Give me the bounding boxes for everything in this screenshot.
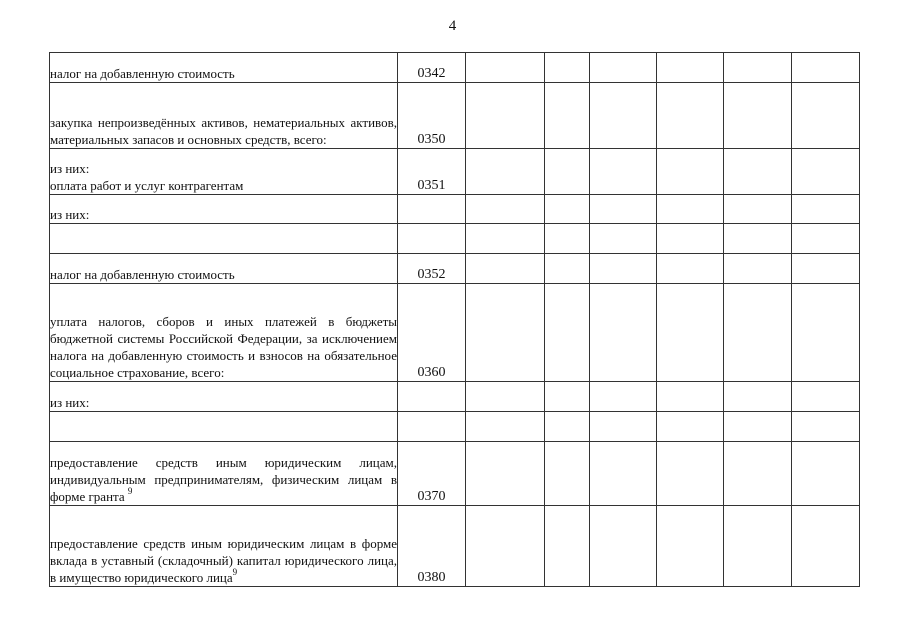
value-cell — [590, 83, 657, 149]
value-cell — [545, 224, 590, 254]
value-cell — [466, 53, 545, 83]
row-code — [398, 412, 466, 442]
value-cell — [545, 506, 590, 587]
table-row — [50, 442, 860, 506]
value-cell — [590, 382, 657, 412]
value-cell — [792, 442, 860, 506]
value-cell — [590, 53, 657, 83]
value-cell — [466, 254, 545, 284]
value-cell — [724, 284, 792, 382]
description-line: из них: — [50, 395, 90, 410]
value-cell — [792, 224, 860, 254]
value-cell — [466, 224, 545, 254]
row-code — [398, 382, 466, 412]
value-cell — [545, 195, 590, 224]
page-number: 4 — [448, 18, 457, 34]
row-description — [50, 284, 398, 382]
row-code — [398, 195, 466, 224]
value-cell — [724, 53, 792, 83]
value-cell — [657, 149, 724, 195]
row-description — [50, 442, 398, 506]
value-cell — [545, 284, 590, 382]
value-cell — [466, 442, 545, 506]
value-cell — [466, 149, 545, 195]
value-cell — [590, 195, 657, 224]
value-cell — [545, 254, 590, 284]
value-cell — [657, 284, 724, 382]
table-row — [50, 53, 860, 83]
value-cell — [466, 382, 545, 412]
value-cell — [466, 195, 545, 224]
value-cell — [724, 506, 792, 587]
row-code: 0342 — [398, 53, 466, 83]
description-line: из них: — [50, 207, 90, 222]
value-cell — [724, 442, 792, 506]
value-cell — [466, 83, 545, 149]
value-cell — [545, 412, 590, 442]
value-cell — [724, 224, 792, 254]
value-cell — [792, 53, 860, 83]
row-code: 0350 — [398, 83, 466, 149]
description-line: уплата налогов, сборов и иных платежей в бюджеты бюджетной системы Российской Федерации, за исключением налога на добавленную стоимость и взносов на обязательное социальное страхование, всего: — [50, 314, 397, 380]
value-cell — [657, 254, 724, 284]
table-row — [50, 254, 860, 284]
value-cell — [590, 442, 657, 506]
value-cell — [590, 284, 657, 382]
value-cell — [792, 254, 860, 284]
row-description — [50, 195, 398, 224]
description-line: оплата работ и услуг контрагентам — [50, 178, 244, 193]
value-cell — [466, 284, 545, 382]
row-code — [398, 224, 466, 254]
value-cell — [792, 284, 860, 382]
table-row — [50, 195, 860, 224]
report-table — [49, 52, 860, 587]
value-cell — [657, 506, 724, 587]
value-cell — [724, 83, 792, 149]
row-description — [50, 382, 398, 412]
value-cell — [545, 382, 590, 412]
table-row — [50, 506, 860, 587]
value-cell — [466, 506, 545, 587]
value-cell — [590, 224, 657, 254]
table-row — [50, 382, 860, 412]
footnote-mark: 9 — [232, 566, 238, 577]
table-row — [50, 412, 860, 442]
description-line: закупка непроизведённых активов, нематериальных активов, материальных запасов и основных средств, всего: — [50, 115, 397, 147]
table-row — [50, 83, 860, 149]
description-line: предоставление средств иным юридическим лицам, индивидуальным предпринимателям, физическим лицам в форме гранта — [50, 455, 397, 504]
value-cell — [792, 195, 860, 224]
description-line: из них: — [50, 161, 90, 176]
row-description — [50, 83, 398, 149]
value-cell — [724, 254, 792, 284]
value-cell — [792, 506, 860, 587]
value-cell — [466, 412, 545, 442]
value-cell — [657, 442, 724, 506]
row-code: 0352 — [398, 254, 466, 284]
value-cell — [724, 149, 792, 195]
value-cell — [657, 412, 724, 442]
value-cell — [545, 83, 590, 149]
value-cell — [792, 412, 860, 442]
row-description — [50, 506, 398, 587]
value-cell — [545, 149, 590, 195]
value-cell — [724, 195, 792, 224]
table-row — [50, 284, 860, 382]
value-cell — [545, 442, 590, 506]
row-description — [50, 224, 398, 254]
value-cell — [590, 412, 657, 442]
value-cell — [590, 149, 657, 195]
row-code: 0370 — [398, 442, 466, 506]
value-cell — [792, 83, 860, 149]
row-description — [50, 412, 398, 442]
value-cell — [657, 382, 724, 412]
table-row — [50, 149, 860, 195]
value-cell — [724, 412, 792, 442]
row-code: 0351 — [398, 149, 466, 195]
value-cell — [792, 149, 860, 195]
row-description — [50, 254, 398, 284]
value-cell — [590, 506, 657, 587]
value-cell — [657, 195, 724, 224]
row-code: 0380 — [398, 506, 466, 587]
value-cell — [657, 224, 724, 254]
row-description — [50, 53, 398, 83]
value-cell — [590, 254, 657, 284]
value-cell — [657, 53, 724, 83]
row-code: 0360 — [398, 284, 466, 382]
row-description — [50, 149, 398, 195]
value-cell — [724, 382, 792, 412]
description-line: предоставление средств иным юридическим лицам в форме вклада в уставный (складочный) капитал юридического лица, в имущество юридического лица — [50, 536, 397, 585]
footnote-mark: 9 — [127, 485, 133, 496]
value-cell — [545, 53, 590, 83]
table-row — [50, 224, 860, 254]
value-cell — [792, 382, 860, 412]
description-line: налог на добавленную стоимость — [50, 267, 235, 282]
description-line: налог на добавленную стоимость — [50, 66, 235, 81]
value-cell — [657, 83, 724, 149]
